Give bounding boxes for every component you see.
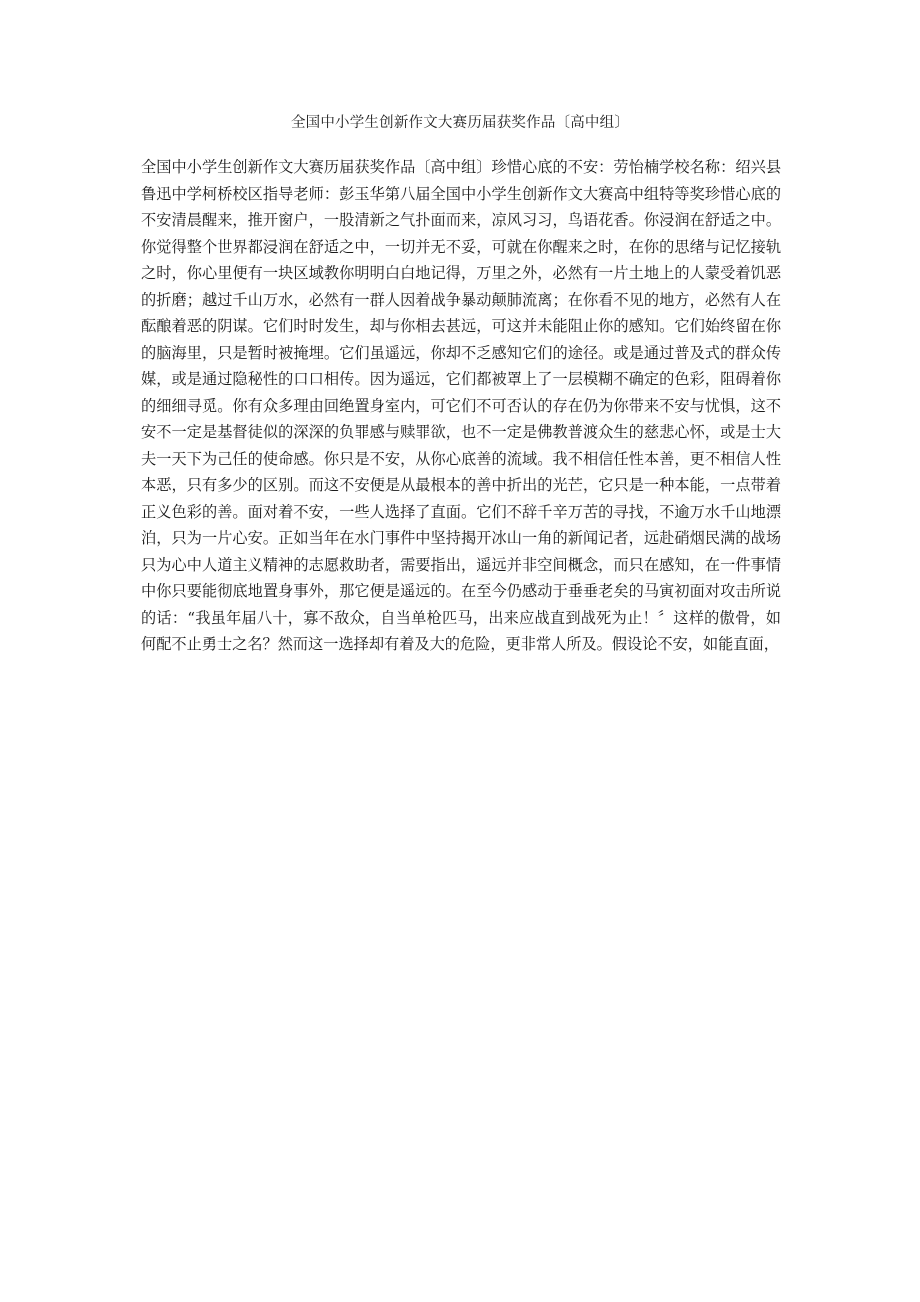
document-body-paragraph: 全国中小学生创新作文大赛历届获奖作品〔高中组〕珍惜心底的不安：劳怡楠学校名称：绍兴县鲁迅中学柯桥校区指导老师：彭玉华第八届全国中小学生创新作文大赛高中组特等奖珍惜心底的不安清晨醒来，推开窗户，一股清新之气扑面而来，凉风习习，鸟语花香。你浸润在舒适之中。你觉得整个世界都浸润在舒适之中，一切并无不妥，可就在你醒来之时，在你的思绪与记忆接轨之时，你心里便有一块区域教你明明白白地记得，万里之外，必然有一片土地上的人蒙受着饥恶的折磨；越过千山万水，必然有一群人因着战争暴动颠肺流离；在你看不见的地方，必然有人在酝酿着恶的阴谋。它们时时发生，却与你相去甚远，可这并未能阻止你的感知。它们始终留在你的脑海里，只是暂时被掩埋。它们虽遥远，你却不乏感知它们的途径。或是通过普及式的群众传媒，或是通过隐秘性的口口相传。因为遥远，它们都被罩上了一层模糊不确定的色彩，阻碍着你的细细寻觅。你有众多理由回绝置身室内，可它们不可否认的存在仍为你带来不安与忧惧，这不安不一定是基督徒似的深深的负罪感与赎罪欲，也不一定是佛教普渡众生的慈悲心怀，或是士大夫一天下为己任的使命感。你只是不安，从你心底善的流域。我不相信任性本善，更不相信人性本恶，只有多少的区别。而这不安便是从最根本的善中折出的光芒，它只是一种本能，一点带着正义色彩的善。面对着不安，一些人选择了直面。它们不辞千辛万苦的寻找，不逾万水千山地漂泊，只为一片心安。正如当年在水门事件中坚持揭开冰山一角的新闻记者，远赴硝烟民满的战场只为心中人道主义精神的志愿救助者，需要指出，遥远并非空间概念，而只在感知，在一件事情中你只要能彻底地置身事外，那它便是遥远的。在至今仍感动于垂垂老矣的马寅初面对攻击所说的话：“我虽年届八十，寡不敌众，自当单枪匹马，出来应战直到战死为止！〞这样的傲骨，如何配不止勇士之名？然而这一选择却有着及大的危险，更非常人所及。假设论不安，如能直面， xyxy=(141,158,781,653)
document-title: 全国中小学生创新作文大赛历届获奖作品〔高中组〕 xyxy=(290,115,630,131)
